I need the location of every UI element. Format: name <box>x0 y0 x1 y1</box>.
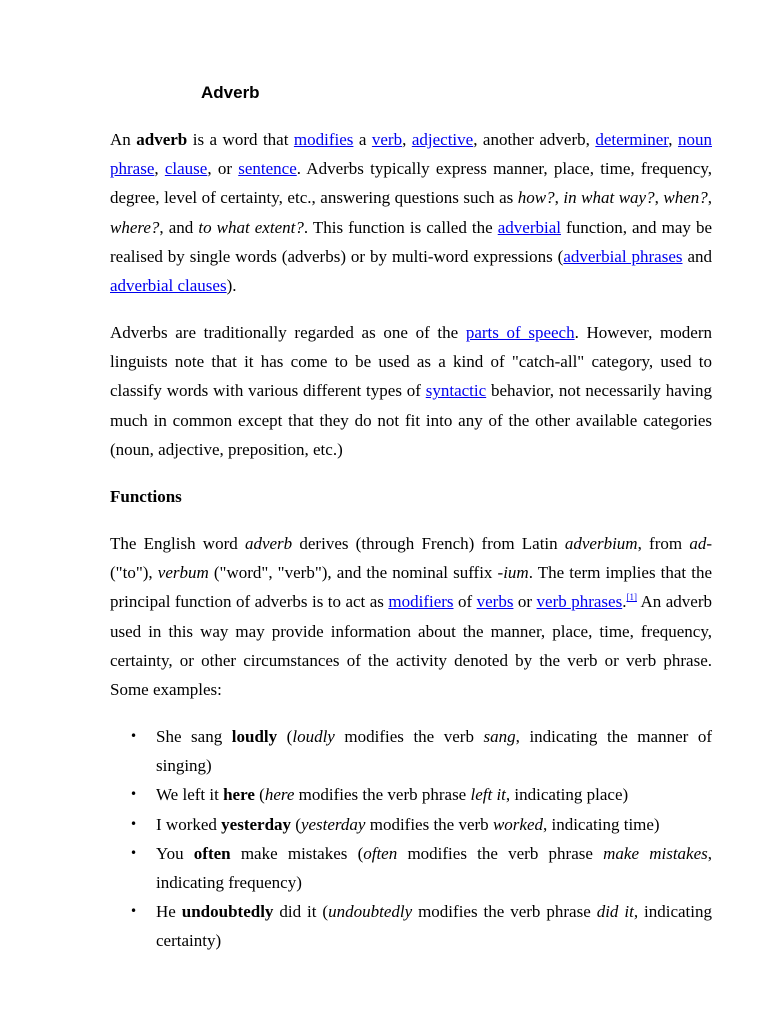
functions-paragraph <box>110 529 712 704</box>
bold-term: here <box>223 785 255 805</box>
italic-text: sang <box>483 727 516 746</box>
text: ("word", "verb"), and the nominal suffix <box>208 563 498 583</box>
text: , <box>707 188 713 208</box>
text: . The term implies that the principal function of adverbs is to act as <box>110 563 713 612</box>
bold-term: yesterday <box>221 814 292 834</box>
text: ). <box>226 276 237 296</box>
link-adjective[interactable]: adjective <box>411 130 474 149</box>
italic-text: where? <box>110 217 160 237</box>
text: modifies the verb <box>334 727 484 746</box>
text: ( <box>254 785 265 805</box>
text: The English word <box>110 534 245 553</box>
text: modifies the verb phrase <box>397 843 604 863</box>
link-sentence[interactable]: sentence <box>238 159 297 179</box>
text: modifies the verb phrase <box>294 785 471 805</box>
text: . Adverbs typically express manner, place, time, frequency, degree, level of certainty, etc., answering questions such as <box>110 159 712 208</box>
text: , <box>154 159 165 179</box>
text: , indicating frequency) <box>156 843 712 893</box>
link-determiner[interactable]: determiner <box>595 130 669 149</box>
list-item <box>110 810 712 839</box>
italic-text: ad- <box>689 534 712 553</box>
italic-text: loudly <box>292 727 335 746</box>
text: is a word that <box>187 130 294 149</box>
bold-term: adverb <box>136 130 188 149</box>
functions-heading: Functions <box>110 487 182 506</box>
text: , <box>668 130 678 149</box>
text: ( <box>291 814 301 834</box>
text: , indicating certainty) <box>156 902 712 951</box>
link-parts-of-speech[interactable]: parts of speech <box>465 323 575 342</box>
text: or <box>513 592 537 612</box>
text: ( <box>277 727 293 746</box>
text: . However, modern linguists note that it has come to be used as a kind of "catch-all" category, used to classify words with various different types of <box>110 323 712 401</box>
link-modifiers[interactable]: modifiers <box>388 592 454 612</box>
text: , or <box>207 159 239 179</box>
bullet-icon: • <box>130 904 138 919</box>
text: function, and may be realised by single words (adverbs) or by multi-word expressions ( <box>110 217 712 266</box>
bullet-icon: • <box>130 816 138 831</box>
text: . <box>622 592 627 612</box>
text: modifies the verb <box>365 814 493 834</box>
italic-text: in what way? <box>563 188 655 208</box>
text: , <box>402 130 412 149</box>
text: He <box>156 902 182 922</box>
bullet-icon: • <box>130 729 138 743</box>
list-item <box>110 722 712 780</box>
text: , indicating time) <box>542 814 660 834</box>
italic-text: to what extent? <box>198 217 304 237</box>
text: , <box>554 188 564 208</box>
list-item <box>110 839 712 897</box>
bold-term: often <box>193 843 231 863</box>
bold-term: loudly <box>231 727 278 746</box>
link-verb-phrases[interactable]: verb phrases <box>536 592 623 612</box>
link-verbs[interactable]: verbs <box>476 592 514 612</box>
italic-text: undoubtedly <box>328 902 413 922</box>
text: , from <box>637 534 690 553</box>
italic-text: left it <box>470 785 506 805</box>
list-item <box>110 780 712 809</box>
italic-text: often <box>363 843 398 863</box>
examples-list <box>110 722 712 956</box>
text: a <box>353 130 372 149</box>
text: Adverbs are traditionally regarded as one of the <box>110 323 466 342</box>
text: modifies the verb phrase <box>412 902 597 922</box>
link-adverbial[interactable]: adverbial <box>497 217 561 237</box>
bold-term: undoubtedly <box>181 902 274 922</box>
bullet-icon: • <box>130 787 138 802</box>
bullet-icon: • <box>130 845 138 860</box>
reference-link[interactable]: [1] <box>626 592 637 603</box>
link-clause[interactable]: clause <box>164 159 208 179</box>
link-modifies[interactable]: modifies <box>293 130 354 149</box>
text: . This function is called the <box>303 217 498 237</box>
text: We left it <box>156 785 224 805</box>
text: and <box>682 246 712 266</box>
link-syntactic[interactable]: syntactic <box>425 381 487 401</box>
text: I worked <box>156 814 222 834</box>
link-adverbial-phrases[interactable]: adverbial phrases <box>563 246 683 266</box>
link-verb[interactable]: verb <box>371 130 403 149</box>
text: You <box>156 843 194 863</box>
italic-text: verbum <box>157 563 209 583</box>
text: She sang <box>156 727 232 746</box>
page-title: Adverb <box>201 83 260 102</box>
text: ("to"), <box>110 563 158 583</box>
italic-text: adverb <box>244 534 293 553</box>
text: of <box>453 592 477 612</box>
text: did it ( <box>273 902 329 922</box>
italic-text: did it <box>596 902 634 922</box>
text: An adverb used in this way may provide information about the manner, place, time, frequency, certainty, or other circumstances of the activity denoted by the verb or verb phrase. Some examples: <box>110 592 712 700</box>
italic-text: how? <box>517 188 555 208</box>
italic-text: make mistakes <box>603 843 708 863</box>
italic-text: yesterday <box>300 814 366 834</box>
text: behavior, not necessarily having much in common except that they do not fit into any of the other available categories (noun, adjective, preposition, etc.) <box>110 381 713 459</box>
parts-of-speech-paragraph <box>110 318 712 464</box>
italic-text: here <box>264 785 295 805</box>
text: , another adverb, <box>473 130 596 149</box>
italic-text: when? <box>663 188 708 208</box>
list-item <box>110 897 712 955</box>
text: , indicating place) <box>505 785 629 805</box>
link-adverbial-clauses[interactable]: adverbial clauses <box>110 276 227 296</box>
italic-text: adverbium <box>564 534 638 553</box>
text: make mistakes ( <box>230 843 364 863</box>
intro-paragraph <box>110 125 712 300</box>
text: An <box>110 130 137 149</box>
italic-text: -ium <box>497 563 529 583</box>
link-noun-phrase[interactable]: noun phrase <box>110 130 712 179</box>
text: derives (through French) from Latin <box>292 534 565 553</box>
text: , and <box>159 217 199 237</box>
text: , indicating the manner of singing) <box>156 727 712 776</box>
text: , <box>654 188 664 208</box>
italic-text: worked <box>492 814 543 834</box>
